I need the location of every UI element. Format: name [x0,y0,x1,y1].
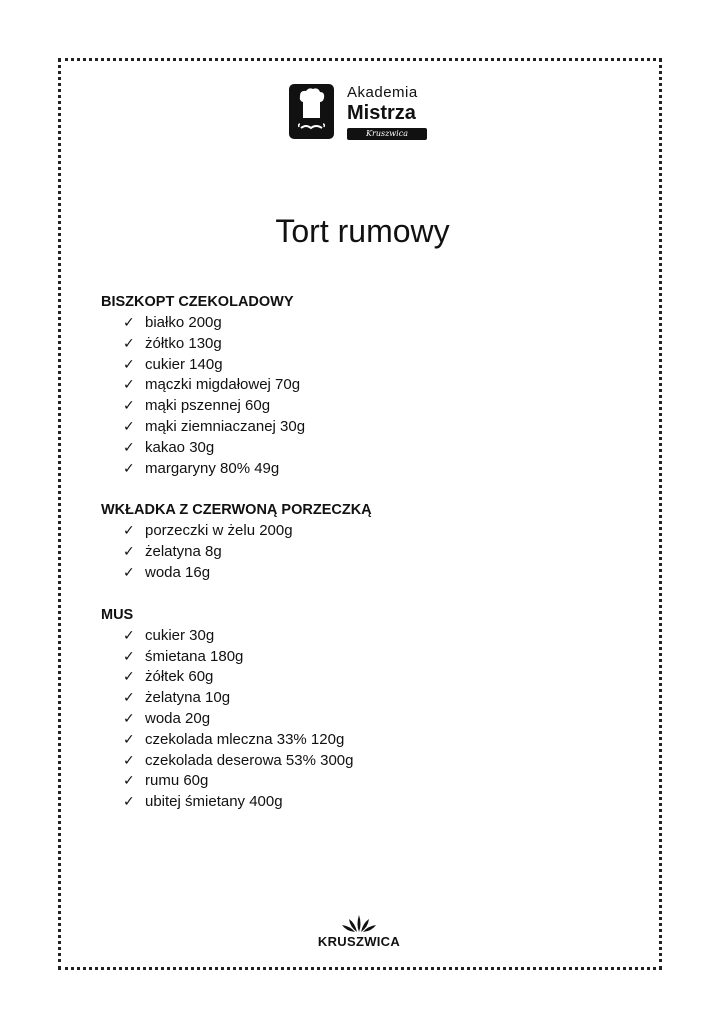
ingredient-text: żelatyna 10g [145,689,231,707]
list-item [101,688,621,709]
checkmark-icon: ✓ [123,669,135,686]
list-item [101,667,621,688]
checkmark-icon: ✓ [123,648,135,665]
ingredient-text: porzeczki w żelu 200g [145,522,293,540]
checkmark-icon: ✓ [123,377,135,394]
kruszwica-footer-logo [300,913,418,959]
checkmark-icon: ✓ [123,731,135,748]
checkmark-icon: ✓ [123,356,135,373]
section-biszkopt [101,292,621,479]
list-item [101,771,621,792]
leaf-crown-icon [339,913,379,933]
logo-akademia-text: Akademia [347,84,418,101]
ingredient-text: woda 16g [145,563,211,581]
checkmark-icon: ✓ [123,544,135,561]
ingredient-text: mączki migdałowej 70g [145,376,301,394]
list-item [101,751,621,772]
section-heading: BISZKOPT CZEKOLADOWY [101,294,294,310]
ingredient-text: żółtek 60g [145,668,214,686]
checkmark-icon: ✓ [123,398,135,415]
checkmark-icon: ✓ [123,710,135,727]
checkmark-icon: ✓ [123,315,135,331]
checkmark-icon: ✓ [123,460,135,477]
ingredient-text: woda 20g [145,709,211,727]
ingredient-text: cukier 30g [145,626,215,644]
checkmark-icon: ✓ [123,752,135,769]
ingredient-text: mąki ziemniaczanej 30g [145,417,306,435]
list-item [101,542,621,563]
ingredient-text: żółtko 130g [145,334,222,352]
ingredient-text: margaryny 80% 49g [145,459,280,477]
section-wkladka [101,500,621,583]
ingredient-text: rumu 60g [145,772,209,790]
ingredient-text: kakao 30g [145,438,215,456]
ingredient-text: cukier 140g [145,355,223,373]
checkmark-icon: ✓ [123,335,135,352]
checkmark-icon: ✓ [123,564,135,581]
checkmark-icon: ✓ [123,794,135,811]
list-item [101,355,621,376]
list-item [101,521,621,542]
ingredient-text: czekolada deserowa 53% 300g [145,751,354,769]
list-item [101,334,621,355]
ingredient-list [101,313,621,479]
section-mus [101,605,621,813]
section-heading: WKŁADKA Z CZERWONĄ PORZECZKĄ [101,502,372,519]
list-item [101,459,621,480]
list-item [101,313,621,334]
checkmark-icon: ✓ [123,773,135,790]
ingredient-text: śmietana 180g [145,647,244,665]
list-item [101,647,621,668]
akademia-mistrza-logo [289,84,439,150]
list-item [101,438,621,459]
recipe-title: Tort rumowy [275,213,450,249]
list-item [101,730,621,751]
chef-hat-icon [289,84,334,139]
checkmark-icon: ✓ [123,439,135,456]
logo-tagline: Kruszwica inspiruje [347,128,427,140]
section-heading: MUS [101,606,134,623]
list-item [101,792,621,813]
ingredient-text: czekolada mleczna 33% 120g [145,730,345,748]
ingredient-text: żelatyna 8g [145,543,222,561]
footer-brand: KRUSZWICA [317,934,401,949]
checkmark-icon: ✓ [123,690,135,707]
ingredient-text: mąki pszennej 60g [145,397,271,415]
ingredient-text: białko 200g [145,314,222,331]
list-item [101,375,621,396]
recipe-body [101,292,621,834]
list-item [101,709,621,730]
ingredient-list [101,626,621,813]
checkmark-icon: ✓ [123,523,135,540]
list-item [101,563,621,584]
checkmark-icon: ✓ [123,627,135,644]
logo-mistrza-text: Mistrza [347,102,416,124]
ingredient-list [101,521,621,583]
checkmark-icon: ✓ [123,418,135,435]
list-item [101,396,621,417]
list-item [101,417,621,438]
list-item [101,626,621,647]
ingredient-text: ubitej śmietany 400g [145,793,283,811]
